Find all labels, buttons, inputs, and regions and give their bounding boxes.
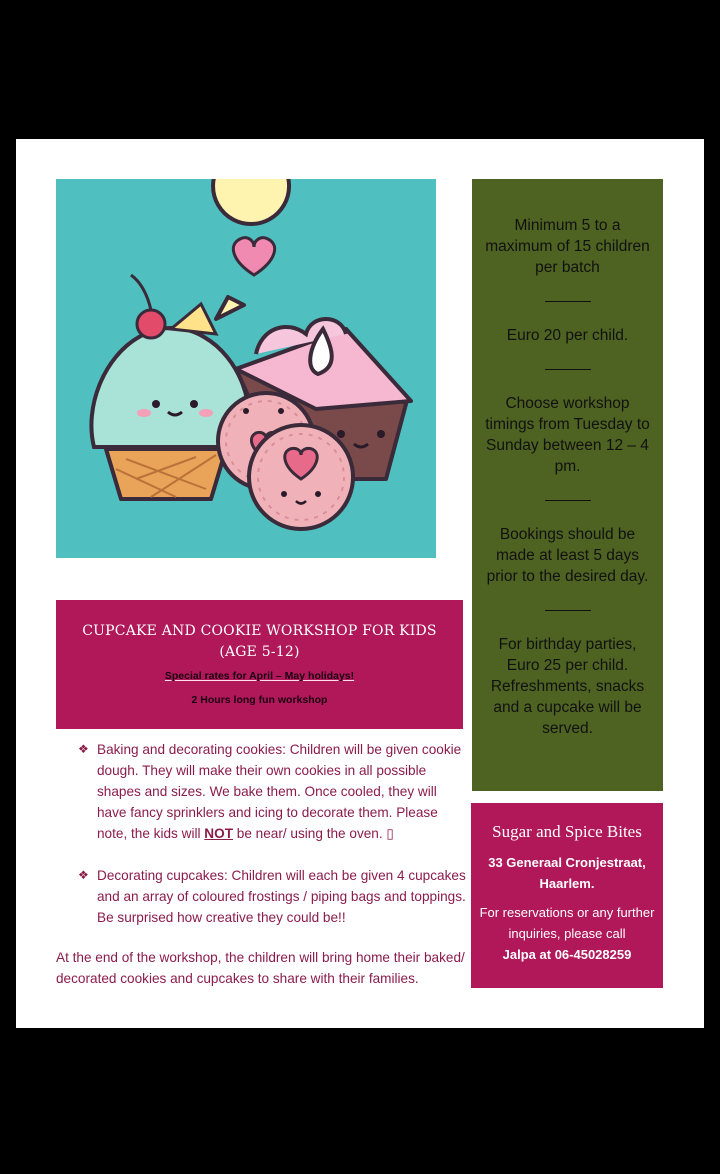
workshop-title-box [56,600,463,729]
diamond-bullet-icon: ❖ [78,742,89,756]
special-rates-text: Special rates for April – May holidays! [164,670,355,682]
brand-name: Sugar and Spice Bites [492,822,642,841]
workshop-title: CUPCAKE AND COOKIE WORKSHOP FOR KIDS (AGE 5-12) [82,623,437,660]
contact-box [471,803,663,988]
price-text: Euro 20 per child. [506,327,629,344]
divider [545,500,591,501]
divider [545,610,591,611]
cupcake-cookie-cake-illustration-icon [56,179,436,558]
not-emphasis: NOT [204,826,233,841]
duration-text: 2 Hours long fun workshop [191,694,328,706]
phone-text: Jalpa at 06-45028259 [502,947,632,962]
activity-list [78,739,468,949]
closing-text: At the end of the workshop, the children will bring home their baked/ decorated cookies and cupcakes to share with their families. [56,950,465,986]
birthday-text: For birthday parties, Euro 25 per child. Refreshments, snacks and a cupcake will be served. [490,636,645,737]
diamond-bullet-icon: ❖ [78,868,89,882]
reservations-text: For reservations or any further inquiries, please call [479,905,655,941]
divider [545,301,591,302]
list-item: ❖ Decorating cupcakes: Children will each be given 4 cupcakes and an array of coloured frostings / piping bags and toppings. Be surprised how creative they could be!! [78,865,468,928]
divider [545,369,591,370]
bookings-text: Bookings should be made at least 5 days prior to the desired day. [486,526,649,585]
list-item: ❖ Baking and decorating cookies: Children will be given cookie dough. They will make their own cookies in all possible shapes and sizes. We bake them. Once cooled, they will have fancy sprinklers and icing to decorate them. Please note, the kids will NOT be near/ using the oven. ▯ [78,739,468,844]
info-panel [472,179,663,791]
capacity-text: Minimum 5 to a maximum of 15 children per batch [485,217,650,276]
address-text: 33 Generaal Cronjestraat, Haarlem. [488,855,646,891]
flyer-page [16,139,704,1028]
timings-text: Choose workshop timings from Tuesday to Sunday between 12 – 4 pm. [485,395,650,475]
missing-glyph-icon: ▯ [386,826,394,841]
